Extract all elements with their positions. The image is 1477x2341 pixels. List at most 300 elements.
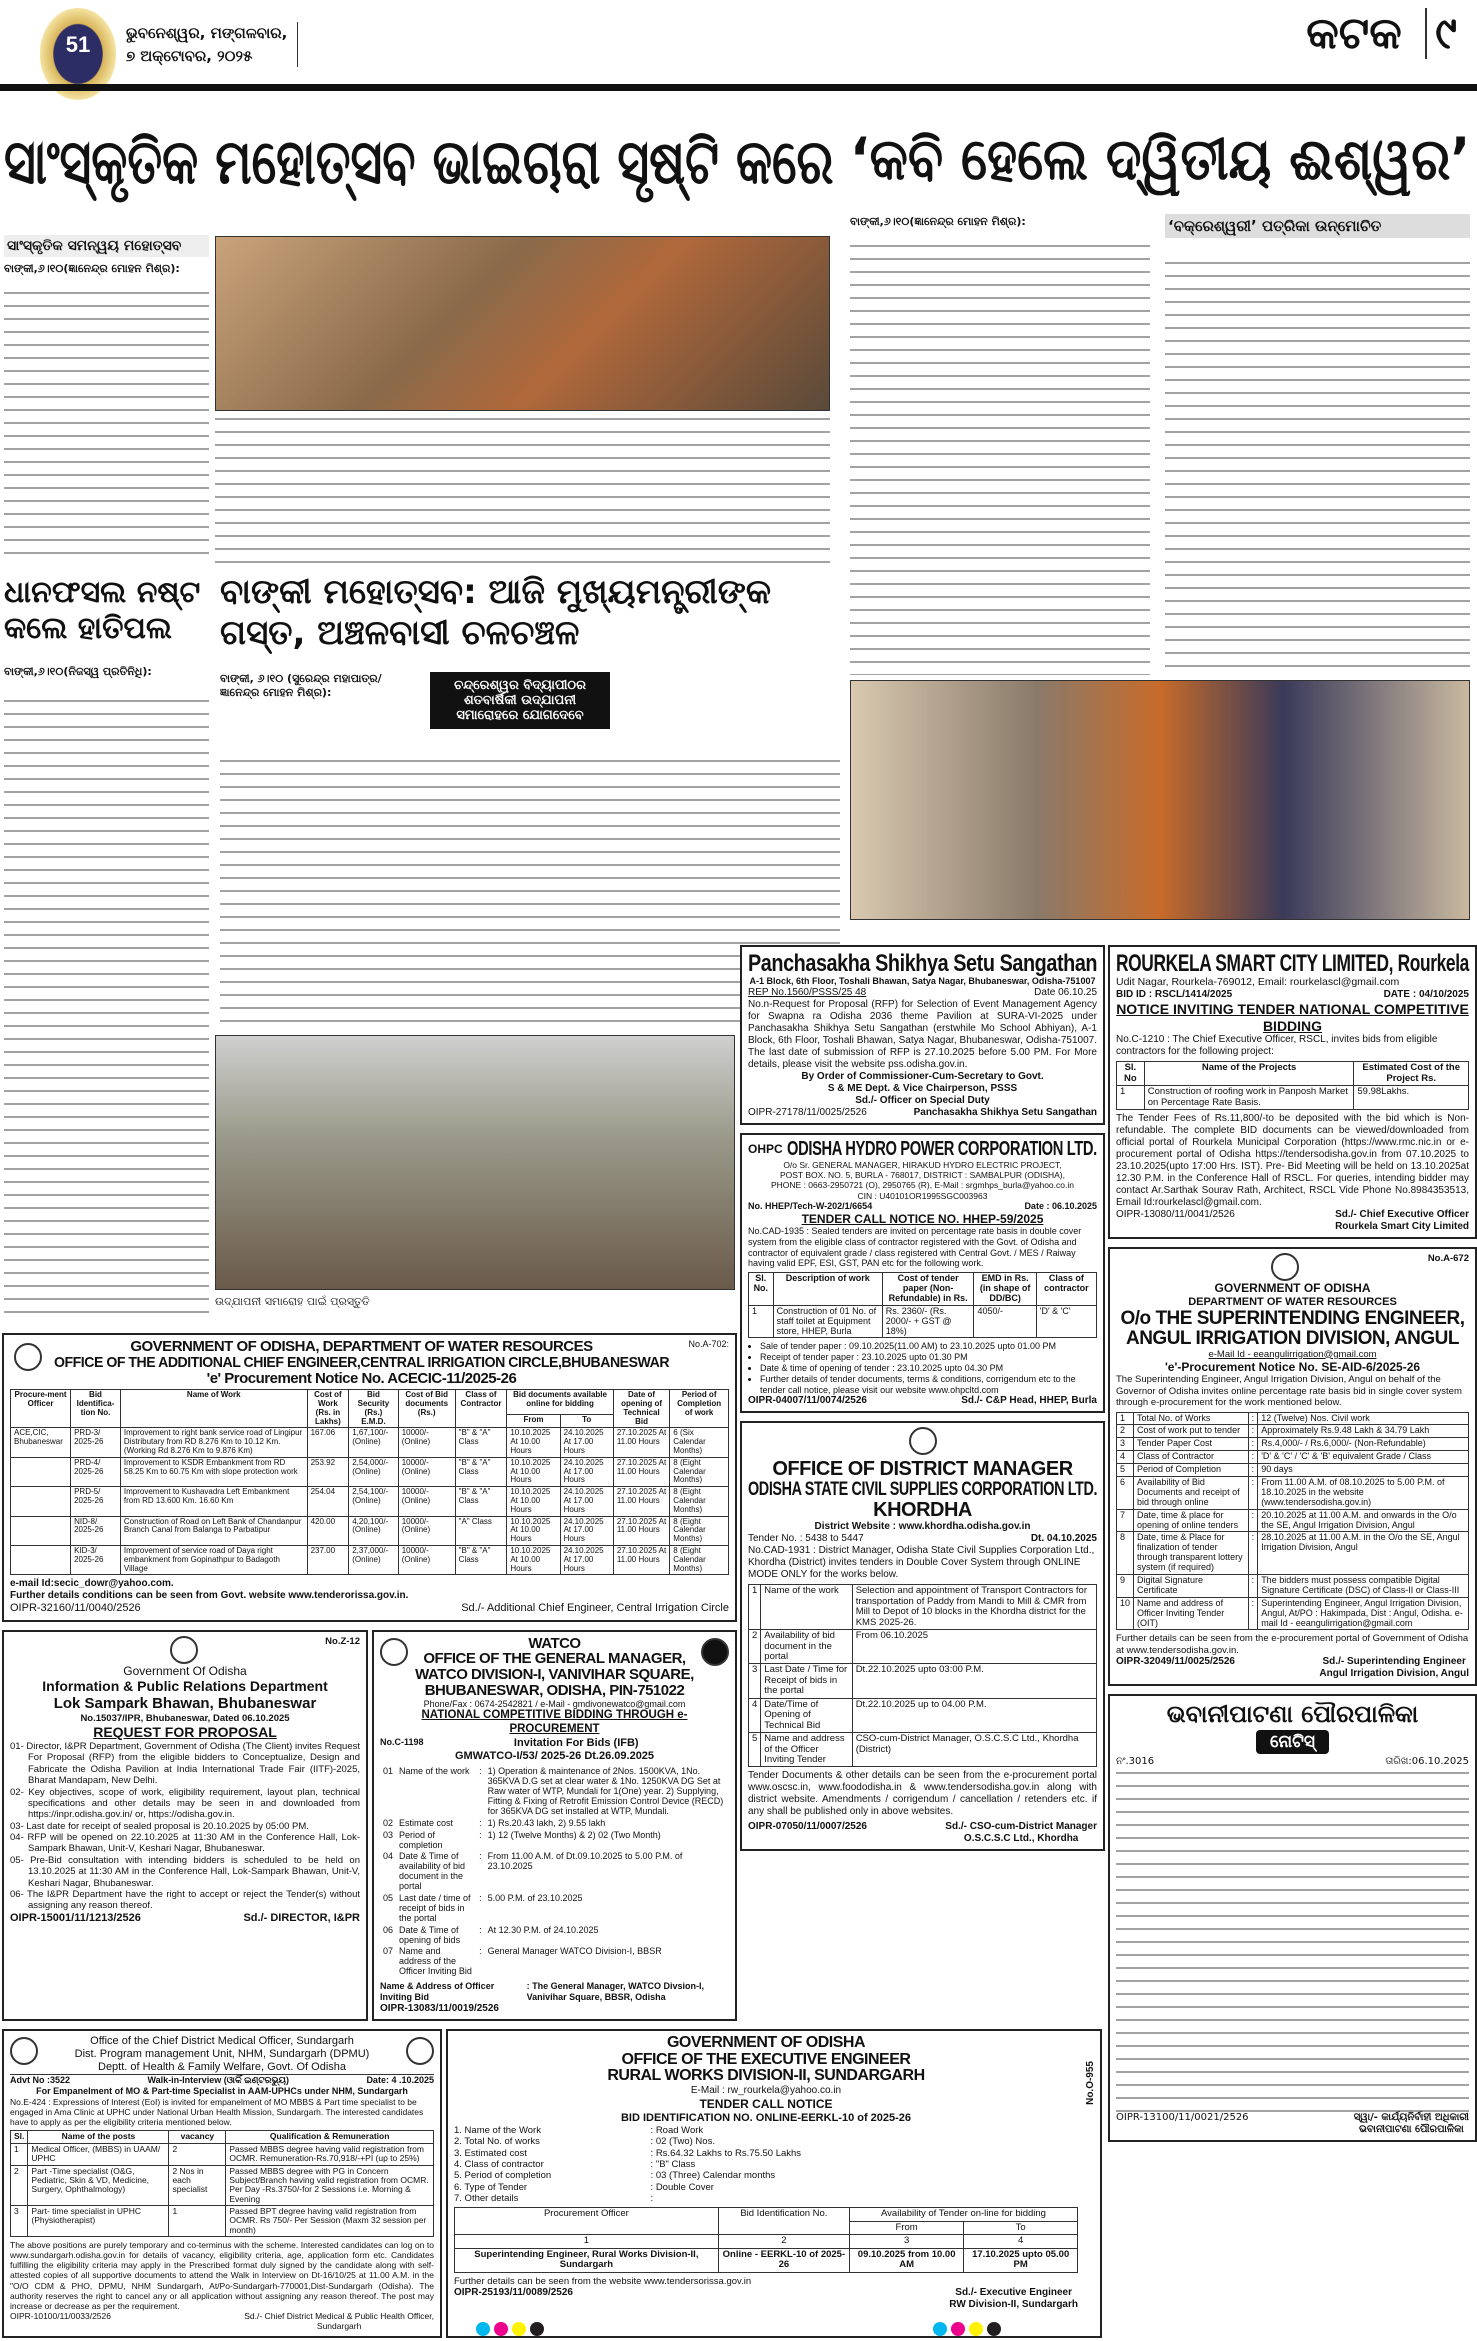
- table-row: [380, 1925, 729, 1947]
- table-cell: :: [1248, 1532, 1258, 1575]
- column-header: Qualification & Remuneration: [226, 2131, 434, 2143]
- table-cell: From 11.00 A.M. of 08.10.2025 to 5.00 P.M. of 18.10.2025 in the website (www.tendersodisha.gov.in): [1258, 1476, 1469, 1509]
- table-cell: [11, 1487, 71, 1516]
- table-cell: 24.10.2025 At 17.00 Hours: [560, 1546, 613, 1575]
- item-label: 6. Type of Tender: [454, 2181, 528, 2193]
- table-cell: From 11.00 A.M. of Dt.09.10.2025 to 5.00 P.M. of 23.10.2025: [487, 1851, 683, 1872]
- list-item: [454, 2182, 891, 2193]
- list-item: 01- Director, I&PR Department, Government of Odisha (The Client) invites Request For Proposal (RFP) from the eligible bidders to Conceptualize, Design and Fabricate the Odisha Pavilion at India International Trade Fair (IITF)-2025, Bharat Mandapam, New Delhi.: [10, 1740, 360, 1787]
- table-cell: 28.10.2025 at 11.00 A.M. in the O/o the SE, Angul Irrigation Division, Angul: [1258, 1532, 1469, 1575]
- table-cell: PRD-5/ 2025-26: [71, 1487, 121, 1516]
- masthead-rule: [0, 84, 1477, 91]
- table-row: [749, 1585, 1097, 1630]
- table-row: [11, 1487, 729, 1516]
- table-cell: Part- time specialist in UPHC (Physiotherapist): [28, 2205, 169, 2236]
- table-cell: Passed MBBS degree with PG in Concern Subject/Branch having valid registration from OCMR. Per Day -Rs.3750/-for 2 Sessions i.e. Morning & Evening: [226, 2165, 434, 2205]
- table-cell: 8 (Eight Calendar Months): [670, 1457, 729, 1486]
- column-header: Sl. No: [1117, 1062, 1145, 1086]
- table-cell: 90 days: [1258, 1464, 1469, 1477]
- table-cell: Cost of work put to tender: [1134, 1425, 1249, 1438]
- list-item: [454, 2159, 891, 2170]
- table-row: [1117, 1464, 1469, 1477]
- rwd-table: Procurement Officer Bid Identification No. Availability of Tender on-line for bidding From To 1 2 3 4 Superintending Engineer, Rural Works Division-II, Sundargarh Online - EERKL-10 of 2025-26 09.10.2025 from 10.00 AM 17.10.2025 upto 05.00 PM: [454, 2207, 1078, 2272]
- table-cell: 5: [1117, 1464, 1134, 1477]
- table-cell: 2 Nos in each specialist: [169, 2165, 226, 2205]
- ad-ohpc: OHPC ODISHA HYDRO POWER CORPORATION LTD. O/o Sr. GENERAL MANAGER, HIRAKUD HYDRO ELECTRIC PROJECT, POST BOX. NO. 5, BURLA - 768017, DISTRICT : SAMBALPUR (ODISHA), PHONE : 0663-2950721 (O), 2950765 (R), E-Mail : srgmhps_burla@yahoo.co.in CIN : U40101OR1995SGC003963 No. HHEP/Tech-W-202/1/6654 Date : 06.10.2025 TENDER CALL NOTICE NO. HHEP-59/2025 No.CAD-1935 : Sealed tenders are invited on percentage rate basis in double cover system from the eligible class of contractor registered with the Govt. of Odisha and contractor of equivalent grade / class registered with Central Govt. / MES / Raiway having valid EPF, ESI, GST, PAN etc for the following work. Sl. No. Description of work Cost of tender paper (Non-Refundable) in Rs. EMD in Rs. (in shape of DD/BC) Class of contractor 1 Construction of 01 No. of staff toilet at Equipment store, HHEP, Burla Rs. 2360/- (Rs. 2000/- + GST @ 18%) 4050/- 'D' & 'C' • Sale of tender paper : 09.10.2025(11.00 AM) to 23.10.2025 upto 01.00 PM • Receipt of tender paper : 23.10.2025 upto 01.30 PM • Date & time of opening of tender : 23.10.2025 upto 04.30 PM • Further details of tender documents, terms & conditions, corrigendum etc to the tender call notice, please visit our website www.ohpcltd.com OIPR-04007/11/0074/2526 Sd./- C&P Head, HHEP, Burla: [740, 1133, 1105, 1413]
- table-header-row: [1117, 1062, 1469, 1086]
- table-cell: Name and address of the Officer Inviting Bid: [399, 1946, 472, 1977]
- table-cell: From 06.10.2025: [852, 1630, 1096, 1664]
- table-cell: 1: [1117, 1412, 1134, 1425]
- table-cell: Tender Paper Cost: [1134, 1438, 1249, 1451]
- headline-main: ସାଂସ୍କୃତିକ ମହୋତ୍ସବ ଭାଇଚାରା ସୃଷ୍ଟି କରେ: [4, 125, 834, 198]
- ad-pssss: Panchasakha Shikhya Setu Sangathan A-1 Block, 6th Floor, Toshali Bhawan, Satya Nagar, Bhubaneswar, Odisha-751007 REP No.1560/PSSS/25 48 Date 06.10.25 No.n-Request for Proposal (RFP) for Selection of Event Management Agency for Swapna ra Odisha 2036 theme Pavilion at SURA-VI-2025 under Panchasakha Shikhya Setu Sangathan (erstwhile Mo School Abhiyan), A-1 Block, 6th Floor, Toshali Bhawan, Satya Nagar, Bhubaneswar, Odisha-751007. The last date of submission of RFP is 27.10.2025 before 5.00 PM. For More details, please visit the website pss.odisha.gov.in. By Order of Commissioner-Cum-Secretary to Govt. S & ME Dept. & Vice Chairperson, PSSS Sd./- Officer on Special Duty OIPR-27178/11/0025/2526 Panchasakha Shikhya Setu Sangathan: [740, 945, 1105, 1125]
- table-cell: General Manager WATCO Division-I, BBSR: [487, 1946, 662, 1957]
- table-cell: 8 (Eight Calendar Months): [670, 1516, 729, 1545]
- table-cell: The bidders must possess compatible Digital Signature Certificate (DSC) of Class-II or Class-III: [1258, 1575, 1469, 1598]
- table-cell: 3: [1117, 1438, 1134, 1451]
- bottom-ads-row: [2, 2029, 1102, 2338]
- table-cell: CSO-cum-District Manager, O.S.C.S.C Ltd., Khordha (District): [852, 1733, 1096, 1767]
- story1-kicker: ସାଂସ୍କୃତିକ ସମନ୍ୱୟ ମହୋତ୍ସବ: [4, 235, 209, 257]
- table-cell: 2: [11, 2165, 28, 2205]
- table-cell: :: [1248, 1438, 1258, 1451]
- table-cell: Medical Officer, (MBBS) in UAAM/ UPHC: [28, 2143, 169, 2165]
- table-row: [11, 1516, 729, 1545]
- table-row: [380, 1766, 729, 1817]
- table-cell: :: [1248, 1451, 1258, 1464]
- table-cell: 'D' & 'C': [1036, 1305, 1096, 1338]
- table-cell: 10.10.2025 At 10.00 Hours: [507, 1428, 560, 1457]
- table-cell: Improvement to right bank service road of Lingipur Distributary from RD 8.276 Km to 10.12 Km. (Working Rd 8.276 Km to 9.876 Km): [120, 1428, 307, 1457]
- registration-marks: [0, 2322, 1477, 2341]
- list-item: • Date & time of opening of tender : 23.10.2025 upto 04.30 PM: [760, 1363, 1097, 1374]
- item-value: : Road Work: [650, 2124, 704, 2136]
- item-label: 3. Estimated cost: [454, 2147, 527, 2159]
- color-dots: [474, 2323, 546, 2340]
- table-cell: Date/Time of Opening of Technical Bid: [761, 1698, 852, 1732]
- table-cell: "B" & "A" Class: [455, 1457, 507, 1486]
- table-cell: 59.98Lakhs.: [1354, 1086, 1469, 1110]
- nhm-logo-icon: [10, 2037, 38, 2065]
- table-cell: Availability of bid document in the portal: [761, 1630, 852, 1664]
- emblem-icon: [380, 1638, 408, 1666]
- story2-byline: ବାଙ୍କୀ,୬।୧୦(ଜ୍ଞାନେନ୍ଦ୍ର ମୋହନ ମିଶ୍ର):: [850, 215, 1026, 228]
- table-cell: 10000/- (Online): [398, 1428, 455, 1457]
- column-header: Description of work: [773, 1273, 882, 1306]
- table-cell: 27.10.2025 At 11.00 Hours: [613, 1457, 669, 1486]
- table-cell: :: [1248, 1476, 1258, 1509]
- table-row: [1117, 1451, 1469, 1464]
- ad-cic: No.A-702: GOVERNMENT OF ODISHA, DEPARTMENT OF WATER RESOURCES OFFICE OF THE ADDITIONAL CHIEF ENGINEER,CENTRAL IRRIGATION CIRCLE,BHUBANESWAR 'e' Procurement Notice No. ACECIC-11/2025-26 Procure-ment Officer Bid Identifica-tion No. Name of Work Cost of Work (Rs. in Lakhs) Bid Security (Rs.) E.M.D. Cost of Bid documents (Rs.) Class of Contractor Bid documents available online for bidding Date of opening of Technical Bid Period of Completion of work From To ACE,CIC, Bhubaneswar PRD-3/ 2025-26 Improvement to right bank service road of Lingipur Distributary from RD 8.276 Km to 10.12 Km. (Working Rd 8.276 Km to 9.876 Km) 167.06 1,67,100/- (Online) 10000/- (Online) "B" & "A" Class 10.10.2025 At 10.00 Hours 24.10.2025 At 17.00 Hours 27.10.2025 At 11.00 Hours 6 (Six Calendar Months) PRD-4/ 2025-26 Improvement to KSDR Embankment from RD 58.25 Km to 60.75 Km with slope protection work 253.92 2,54,000/- (Online) 10000/- (Online) "B" & "A" Class 10.10.2025 At 10.00 Hours 24.10.2025 At 17.00 Hours 27.10.2025 At 11.00 Hours 8 (Eight Calendar Months) PRD-5/ 2025-26 Improvement to Kushavadra Left Embankment from RD 13.600 Km. 16.60 Km 254.04 2,54,100/- (Online) 10000/- (Online) "B" & "A" Class 10.10.2025 At 10.00 Hours 24.10.2025 At 17.00 Hours 27.10.2025 At 11.00 Hours 8 (Eight Calendar Months) NID-8/ 2025-26 Construction of Road on Left Bank of Chandanpur Branch Canal from Balanga to Parbatipur 420.00 4,20,100/- (Online) 10000/- (Online) "A" Class 10.10.2025 At 10.00 Hours 24.10.2025 At 17.00 Hours 27.10.2025 At 11.00 Hours 8 (Eight Calendar Months) KID-3/ 2025-26 Improvement of service road of Daya right embankment from Gopinathpur to Badagoth Village 237.00 2,37,000/- (Online) 10000/- (Online) "B" & "A" Class 10.10.2025 At 10.00 Hours 24.10.2025 At 17.00 Hours 27.10.2025 At 11.00 Hours 8 (Eight Calendar Months) e-mail Id:secic_dowr@yahoo.com. Further details conditions can be seen from Govt. website www.tenderorissa.gov.in. OIPR-32160/11/0040/2526 Sd./- Additional Chief Engineer, Central Irrigation Circle: [2, 1333, 737, 1622]
- table-cell: 27.10.2025 At 11.00 Hours: [613, 1428, 669, 1457]
- section-title: କଟକ ୯: [1306, 8, 1457, 59]
- table-row: [11, 1428, 729, 1457]
- item-label: 2. Total No. of works: [454, 2136, 540, 2148]
- story3-body: [4, 700, 209, 1315]
- item-value: : 02 (Two) Nos.: [650, 2136, 715, 2148]
- table-header-row: [11, 2131, 434, 2143]
- table-cell: 1: [11, 2143, 28, 2165]
- color-dot-icon: [933, 2322, 947, 2336]
- watco-logo-icon: [701, 1638, 729, 1666]
- item-label: 4. Class of contractor: [454, 2158, 544, 2170]
- table-cell: 10.10.2025 At 10.00 Hours: [507, 1546, 560, 1575]
- ad-ipr: No.Z-12 Government Of Odisha Information & Public Relations Department Lok Sampark Bhawan, Bhubaneswar No.15037/IPR, Bhubaneswar, Dated 06.10.2025 REQUEST FOR PROPOSAL 01- Director, I&PR Department, Government of Odisha (The Client) invites Request For Proposal (RFP) from the eligible bidders to Conceptualize, Design and Fabricate the Odisha Pavilion at India International Trade Fair (IITF)-2025, Bharat Mandapam, New Delhi. 02- Key objectives, scope of work, eligibility requirement, layout plan, technical specifications and other details may be seen in and downloaded from https://inpr.odisha.gov.in/ or, https://odisha.gov.in. 03- Last date for receipt of sealed proposal is 20.10.2025 by 05:00 PM. 04- RFP will be opened on 22.10.2025 at 11:30 AM in the Conference Hall, Lok-Sampark Bhawan, Unit-V, Keshari Nagar, Bhubaneswar. 05- Pre-Bid consultation with intending bidders is scheduled to be held on 13.10.2025 at 11:30 AM in the Conference Hall, Lok-Sampark Bhawan, Unit-V, Keshari Nagar, Bhubaneswar. 06- The I&PR Department have the right to accept or reject the Tender(s) without assigning any reason thereof. OIPR-15001/11/1213/2526 Sd./- DIRECTOR, I&PR: [2, 1630, 368, 2021]
- table-cell: Date & Time of availability of bid document in the portal: [399, 1851, 466, 1892]
- column-header: Class of contractor: [1036, 1273, 1096, 1306]
- table-cell: At 12.30 P.M. of 24.10.2025: [487, 1924, 599, 1935]
- table-cell: 167.06: [307, 1428, 349, 1457]
- middle-ads-column: [740, 945, 1105, 1851]
- color-dot-icon: [530, 2322, 544, 2336]
- story1-byline: ବାଙ୍କୀ,୬।୧୦(ଜ୍ଞାନେନ୍ଦ୍ର ମୋହନ ମିଶ୍ର):: [4, 262, 180, 275]
- table-row: [380, 1851, 729, 1893]
- table-cell: Name and address of the Officer Inviting Tender: [761, 1733, 852, 1767]
- table-cell: Construction of 01 No. of staff toilet at Equipment store, HHEP, Burla: [773, 1305, 882, 1338]
- table-cell: 6: [1117, 1476, 1134, 1509]
- table-cell: Superintending Engineer, Angul Irrigation Division, Angul, At/PO : Hakimpada, Dist : Angul, Odisha. e-mail Id - eeangulirrigation@gmail.com: [1258, 1597, 1469, 1630]
- column-header: EMD in Rs. (in shape of DD/BC): [974, 1273, 1036, 1306]
- ad-bhawanipatna: ଭବାନୀପାଟଣା ପୌରପାଳିକା ନୋଟିସ୍ ନଂ.3016 ତାରିଖ:06.10.2025 OIPR-13100/11/0021/2526 ସ୍ୱା/- କାର୍ଯ୍ୟନିର୍ବାହୀ ଅଧିକାରୀ ଭବାନୀପାଟଣା ପୌରପାଳିକା: [1108, 1694, 1477, 2142]
- color-dot-icon: [987, 2322, 1001, 2336]
- table-cell: Part -Time specialist (O&G, Pediatric, Skin & VD, Medicine, Surgery, Ophthalmology): [28, 2165, 169, 2205]
- table-cell: Class of Contractor: [1134, 1451, 1249, 1464]
- table-cell: Dt.22.10.2025 upto 03:00 P.M.: [852, 1664, 1096, 1698]
- ipr-watco-row: [2, 1630, 737, 2021]
- table-cell: 1,67,100/- (Online): [349, 1428, 398, 1457]
- table-cell: Improvement of service road of Daya right embankment from Gopinathpur to Badagoth Village: [120, 1546, 307, 1575]
- table-cell: Passed MBBS degree having valid registration from OCMR. Remuneration-Rs.70,918/-+PI (up to 25%): [226, 2143, 434, 2165]
- table-cell: "A" Class: [455, 1516, 507, 1545]
- table-cell: Rs.4,000/- / Rs.6,000/- (Non-Refundable): [1258, 1438, 1469, 1451]
- list-item: • Sale of tender paper : 09.10.2025(11.00 AM) to 23.10.2025 upto 01.00 PM: [760, 1341, 1097, 1352]
- logo: 51: [40, 8, 116, 100]
- table-cell: :: [1248, 1425, 1258, 1438]
- emblem-icon: [170, 1636, 198, 1664]
- table-cell: 10.10.2025 At 10.00 Hours: [507, 1516, 560, 1545]
- table-row: [1117, 1425, 1469, 1438]
- table-cell: 7: [1117, 1509, 1134, 1532]
- table-cell: 01: [383, 1766, 394, 1777]
- table-cell: :: [1248, 1464, 1258, 1477]
- table-row: [1117, 1412, 1469, 1425]
- ad-cdmo: Office of the Chief District Medical Officer, Sundargarh Dist. Program management Unit, NHM, Sundargarh (DPMU) Deptt. of Health & Family Welfare, Govt. Of Odisha Advt No :3522 Walk-in-Interview (ଓାକିଁ ଇଣ୍ଟରଭ୍ୟୁ) Date: 4 .10.2025 For Empanelment of MO & Part-time Specialist in AAM-UPHCs under NHM, Sundargarh No.E-424 : Expressions of Interest (EoI) is invited for empanelment of MO MBBS & Part time specialist to be engaged in Ama Clinic at UPHC under National Urban Health Mission, Sundargarh. The interested candidates have to apply as per the eligibility criteria mentioned below. Sl. Name of the posts vacancy Qualification & Remuneration 1 Medical Officer, (MBBS) in UAAM/ UPHC 2 Passed MBBS degree having valid registration from OCMR. Remuneration-Rs.70,918/-+PI (up to 25%) 2 Part -Time specialist (O&G, Pediatric, Skin & VD, Medicine, Surgery, Ophthalmology) 2 Nos in each specialist Passed MBBS degree with PG in Concern Subject/Branch having valid registration from OCMR. Per Day -Rs.3750/-for 2 Sessions i.e. Morning & Evening 3 Part- time specialist in UPHC (Physiotherapist) 1 Passed BPT degree having valid registration from OCMR. Rs 750/- Per Session (Maxm 32 session per month) The above positions are purely temporary and co-terminus with the scheme. Interested candidates can log on to www.sundargarh.odisha.gov.in for details of vacancy, eligibility criteria, age, application form etc. Candidates fulfilling the eligibility criteria may apply in the Prescribed format duly signed by the candidate along with self-attested copies of all supportive documents to attend the Walk in Interview on Dt-16/10/25 at 11.00 A.M. in the "O/O CDM & PHO, DPMU, NHM Sundargarh, At/Po-Sundargarh-770001,Dist-Sundargarh (Odisha). The authority reserves the right to cancel any or all application without assigning any reason thereof. The post may increase or decrease as per the requirement. OIPR-10100/11/0033/2526 Sd./- Chief District Medical & Public Health Officer, Sundargarh: [2, 2029, 442, 2338]
- festival-photo: [215, 236, 830, 411]
- ad-rscl: ROURKELA SMART CITY LIMITED, Rourkela Udit Nagar, Rourkela-769012, Email: rourkelascl@gmail.com BID ID : RSCL/1414/2025 DATE : 04/10/2025 NOTICE INVITING TENDER NATIONAL COMPETITIVE BIDDING No.C-1210 : The Chief Executive Officer, RSCL, invites bids from eligible contractors for the following project: Sl. No Name of the Projects Estimated Cost of the Project Rs. 1 Construction of roofing work in Panposh Market on Percentage Rate Basis. 59.98Lakhs. The Tender Fees of Rs.11,800/-to be deposited with the bid which is Non-refundable. The complete BID documents can be viewed/downloaded from official portal of Rourkela Municipal Corporation (https://www.rmc.nic.in or e-procurement portal of Odisha https://tendersodisha.gov.in from 07.10.2025 to 23.10.2025(upto 17:00 Hrs. IST). Pre- Bid Meeting will be held on 13.10.2025at 12.30 P.M. in the Conference Hall of RSCL. For queries, intending bidder may contact Ar.Sarthak Sourav Rath, Architect, RSCL Vide Phone No.8984353513, Email Id:rourkelascl@gmail.com. OIPR-13080/11/0041/2526 Sd./- Chief Executive Officer Rourkela Smart City Limited: [1108, 945, 1477, 1239]
- list-item: [454, 2148, 891, 2159]
- table-cell: 420.00: [307, 1516, 349, 1545]
- table-row: [749, 1630, 1097, 1664]
- list-item: • Further details of tender documents, terms & conditions, corrigendum etc to the tender call notice, please visit our website www.ohpcltd.com: [760, 1374, 1097, 1396]
- table-row: [749, 1305, 1097, 1338]
- story4-boxout: ଚନ୍ଦ୍ରେଶ୍ୱର ବିଦ୍ୟାପୀଠର ଶତବାର୍ଷିକୀ ଉଦ୍‌ଯାପନୀ ସମାରୋହରେ ଯୋଗଦେବେ: [430, 672, 610, 729]
- table-cell: [11, 1457, 71, 1486]
- oscsc-table: [748, 1584, 1097, 1767]
- table-cell: 254.04: [307, 1487, 349, 1516]
- list-item: [454, 2170, 891, 2181]
- table-cell: 1) Operation & maintenance of 2Nos. 1500KVA, 1No. 365KVA D.G set at clear water & 1No. 1250KVA DG Set at Raw water of WTP, Mundali for 1(One) year. 2) Supplying, Fitting & Fixing of Retrofit Emission Control Device (RECD) for 365KVA DG set installed at WTP, Mundali.: [487, 1766, 724, 1816]
- list-item: 06- The I&PR Department have the right to accept or reject the Tender(s) without assigning any reason thereof.: [10, 1889, 360, 1912]
- list-item: 03- Last date for receipt of sealed proposal is 20.10.2025 by 05:00 PM.: [10, 1820, 309, 1832]
- table-cell: Last date / time of receipt of bids in the portal: [399, 1893, 471, 1923]
- list-item: 02- Key objectives, scope of work, eligibility requirement, layout plan, technical specifications and other details may be seen in and downloaded from https://inpr.odisha.gov.in/ or, https://odisha.gov.in.: [10, 1786, 360, 1821]
- table-row: [749, 1664, 1097, 1698]
- photo-caption: ଉଦ୍‌ଯାପନୀ ସମାରୋହ ପାଇଁ ପ୍ରସ୍ତୁତି: [215, 1295, 370, 1308]
- table-row: [11, 2205, 434, 2236]
- angul-table: [1116, 1412, 1469, 1631]
- table-cell: Date, time & place for opening of online tenders: [1134, 1509, 1249, 1532]
- table-cell: Construction of Road on Left Bank of Chandanpur Branch Canal from Balanga to Parbatipur: [120, 1516, 307, 1545]
- table-cell: 1: [749, 1585, 761, 1630]
- column-header: Name of the Projects: [1144, 1062, 1354, 1086]
- item-value: : Rs.64.32 Lakhs to Rs.75.50 Lakhs: [650, 2147, 802, 2159]
- table-cell: 5.00 P.M. of 23.10.2025: [487, 1893, 583, 1904]
- table-cell: 5: [749, 1733, 761, 1767]
- table-cell: 27.10.2025 At 11.00 Hours: [613, 1487, 669, 1516]
- table-cell: "B" & "A" Class: [455, 1428, 507, 1457]
- table-cell: "B" & "A" Class: [455, 1487, 507, 1516]
- color-dot-icon: [951, 2322, 965, 2336]
- table-row: [11, 1546, 729, 1575]
- table-row: [749, 1733, 1097, 1767]
- story2-subhead: ‘ବକ୍ରେଶ୍ୱରୀ’ ପତ୍ରିକା ଉନ୍ମୋଚିତ: [1165, 214, 1470, 238]
- table-cell: 24.10.2025 At 17.00 Hours: [560, 1457, 613, 1486]
- table-cell: Passed BPT degree having valid registration from OCMR. Rs 750/- Per Session (Maxm 32 session per month): [226, 2205, 434, 2236]
- table-cell: 1) 12 (Twelve Months) & 2) 02 (Two Month): [487, 1829, 661, 1840]
- ad-watco: WATCO OFFICE OF THE GENERAL MANAGER, WATCO DIVISION-I, VANIVIHAR SQUARE, BHUBANESWAR, ODISHA, PIN-751022 Phone/Fax : 0674-2542821 / e-Mail - gmdivonewatco@gmail.com NATIONAL COMPETITIVE BIDDING THROUGH e-PROCUREMENT No.C-1198 Invitation For Bids (IFB) GMWATCO-I/53/ 2025-26 Dt.26.09.2025 01 Name of the work : 1) Operation & maintenance of 2Nos. 1500KVA, 1No. 365KVA D.G set at clear water & 1No. 1250KVA DG Set at Raw water of WTP, Mundali for 1(One) year. 2) Supplying, Fitting & Fixing of Retrofit Emission Control Device (RECD) for 365KVA DG set installed at WTP, Mundali. 02 Estimate cost : 1) Rs.20.43 lakh, 2) 9.55 lakh 03 Period of completion : 1) 12 (Twelve Months) & 2) 02 (Two Month) 04 Date & Time of availability of bid document in the portal : From 11.00 A.M. of Dt.09.10.2025 to 5.00 P.M. of 23.10.2025 05 Last date / time of receipt of bids in the portal : 5.00 P.M. of 23.10.2025 06 Date & Time of opening of bids : At 12.30 P.M. of 24.10.2025 07 Name and address of the Officer Inviting Bid : General Manager WATCO Division-I, BBSR Name & Address of Officer Inviting Bid : The General Manager, WATCO Divsion-I, Vanivihar Square, BBSR, Odisha OIPR-13083/11/0019/2526: [372, 1630, 737, 2021]
- masthead: [0, 0, 1477, 95]
- table-cell: 8 (Eight Calendar Months): [670, 1546, 729, 1575]
- table-cell: "B" & "A" Class: [455, 1546, 507, 1575]
- table-cell: Rs. 2360/- (Rs. 2000/- + GST @ 18%): [882, 1305, 974, 1338]
- table-cell: :: [479, 1924, 482, 1935]
- column-header: vacancy: [169, 2131, 226, 2143]
- item-value: : Double Cover: [650, 2181, 714, 2193]
- table-cell: Selection and appointment of Transport Contractors for transportation of Paddy from Mandi to Mill & CMR from Mill to Depot of 10 blocks in the Khordha district for the KMS 2025-26.: [852, 1585, 1096, 1630]
- list-item: [454, 2125, 891, 2136]
- table-cell: Estimate cost: [399, 1817, 454, 1828]
- table-cell: 1: [749, 1305, 774, 1338]
- list-item: [454, 2193, 891, 2204]
- table-cell: Improvement to Kushavadra Left Embankment from RD 13.600 Km. 16.60 Km: [120, 1487, 307, 1516]
- headline-banki: ବାଙ୍କୀ ମହୋତ୍ସବ: ଆଜି ମୁଖ୍ୟମନ୍ତ୍ରୀଙ୍କ ଗସ୍ତ, ଅଞ୍ଚଳବାସୀ ଚଳଚଞ୍ଚଳ: [220, 572, 772, 653]
- table-cell: :: [1248, 1412, 1258, 1425]
- table-cell: 03: [383, 1829, 394, 1840]
- magazine-launch-photo: [850, 680, 1470, 920]
- table-cell: Digital Signature Certificate: [1134, 1575, 1249, 1598]
- table-header-row: [749, 1273, 1097, 1306]
- page-number: ୯: [1435, 8, 1457, 59]
- table-cell: Name of the work: [399, 1766, 470, 1777]
- table-cell: :: [1248, 1597, 1258, 1630]
- table-cell: 10.10.2025 At 10.00 Hours: [507, 1457, 560, 1486]
- table-cell: 06: [383, 1924, 394, 1935]
- table-cell: Date, time & Place for finalization of tender through transparent lottery system (if required): [1134, 1532, 1249, 1575]
- table-cell: 10000/- (Online): [398, 1546, 455, 1575]
- column-header: Sl. No.: [749, 1273, 774, 1306]
- table-row: [11, 2165, 434, 2205]
- color-dot-icon: [969, 2322, 983, 2336]
- table-cell: 1: [1117, 1086, 1145, 1110]
- list-item: [454, 2136, 891, 2147]
- item-label: 7. Other details: [454, 2193, 519, 2205]
- table-cell: ACE,CIC, Bhubaneswar: [11, 1428, 71, 1457]
- story3-byline: ବାଙ୍କୀ,୬।୧୦(ନିଜସ୍ୱ ପ୍ରତିନିଧି):: [4, 665, 152, 678]
- table-row: [380, 1893, 729, 1925]
- table-cell: 9: [1117, 1575, 1134, 1598]
- table-cell: 8 (Eight Calendar Months): [670, 1487, 729, 1516]
- table-cell: 2: [169, 2143, 226, 2165]
- rscl-table: [1116, 1061, 1469, 1110]
- table-cell: 10000/- (Online): [398, 1487, 455, 1516]
- ohpc-table: [748, 1272, 1097, 1338]
- table-cell: 2: [1117, 1425, 1134, 1438]
- dateline: ଭୁବନେଶ୍ୱର, ମଙ୍ଗଳବାର, ୭ ଅକ୍ଟୋବର, ୨୦୨୫: [126, 22, 298, 67]
- table-cell: 05: [383, 1893, 394, 1904]
- table-cell: 24.10.2025 At 17.00 Hours: [560, 1516, 613, 1545]
- emblem-icon: [14, 1343, 42, 1371]
- ad-oscsc: OFFICE OF DISTRICT MANAGER ODISHA STATE CIVIL SUPPLIES CORPORATION LTD. KHORDHA District Website : www.khordha.odisha.gov.in Tender No. : 5438 to 5447 Dt. 04.10.2025 No.CAD-1931 : District Manager, Odisha State Civil Supplies Corporation Ltd., Khordha (District) invites tenders in Double Cover System through ONLINE MODE ONLY for the works below. 1 Name of the work Selection and appointment of Transport Contractors for transportation of Paddy from Mandi to Mill & CMR from Mill to Depot of 10 blocks in the Khordha district for the KMS 2025-26. 2 Availability of bid document in the portal From 06.10.2025 3 Last Date / Time for Receipt of bids in the portal Dt.22.10.2025 upto 03:00 P.M. 4 Date/Time of Opening of Technical Bid Dt.22.10.2025 up to 04.00 P.M. 5 Name and address of the Officer Inviting Tender CSO-cum-District Manager, O.S.C.S.C Ltd., Khordha (District) Tender Documents & other details can be seen from the e-procurement portal www.oscsc.in, www.foododisha.in & www.tendersodisha.gov.in along with district website. Amendments / corrigendum / cancellation / retenders etc. if any shall be published only in above websites. OIPR-07050/11/0007/2526 Sd./- CSO-cum-District Manager O.S.C.S.C Ltd., Khordha: [740, 1421, 1105, 1851]
- table-row: [380, 1830, 729, 1852]
- table-cell: Name and address of Officer Inviting Tender (OIT): [1134, 1597, 1249, 1630]
- headline-poet: ‘କବି ହେଲେ ଦ୍ୱିତୀୟ ଈଶ୍ୱର’: [850, 125, 1471, 193]
- table-cell: KID-3/ 2025-26: [71, 1546, 121, 1575]
- table-row: [1117, 1597, 1469, 1630]
- table-cell: 10.10.2025 At 10.00 Hours: [507, 1487, 560, 1516]
- cdmo-table: [10, 2130, 434, 2236]
- table-cell: 4: [1117, 1451, 1134, 1464]
- table-cell: :: [479, 1766, 482, 1777]
- story1-body: [4, 292, 209, 562]
- table-cell: Date & Time of opening of bids: [399, 1924, 461, 1945]
- table-header-row: From To: [11, 1414, 729, 1428]
- right-ads-column: [1108, 945, 1477, 2142]
- column-header: Name of the posts: [28, 2131, 169, 2143]
- table-cell: 4050/-: [974, 1305, 1036, 1338]
- table-cell: 2,54,100/- (Online): [349, 1487, 398, 1516]
- table-cell: 27.10.2025 At 11.00 Hours: [613, 1546, 669, 1575]
- ad-rwd: No.O-955 GOVERNMENT OF ODISHA OFFICE OF THE EXECUTIVE ENGINEER RURAL WORKS DIVISION-II, SUNDARGARH E-Mail : rw_rourkela@yahoo.co.in TENDER CALL NOTICE BID IDENTIFICATION NO. ONLINE-EERKL-10 of 2025-26 1. Name of the Work : Road Work 2. Total No. of works : 02 (Two) Nos. 3. Estimated cost : Rs.64.32 Lakhs to Rs.75.50 Lakhs 4. Class of contractor : "B" Class 5. Period of completion : 03 (Three) Calendar months 6. Type of Tender : Double Cover 7. Other details : Procurement Officer Bid Identification No. Availability of Tender on-line for bidding From To 1 2 3 4 Superintending Engineer, Rural Works Division-II, Sundargarh Online - EERKL-10 of 2025-26 09.10.2025 from 10.00 AM 17.10.2025 upto 05.00 PM Further details can be seen from the website www.tendersorissa.gov.in OIPR-25193/11/0089/2526 Sd./- Executive Engineer RW Division-II, Sundargarh: [446, 2029, 1102, 2338]
- table-cell: 2: [749, 1630, 761, 1664]
- rwd-list: [454, 2125, 891, 2205]
- table-cell: 2,37,000/- (Online): [349, 1546, 398, 1575]
- story2-body-cont: [1165, 262, 1470, 675]
- watco-table: [380, 1766, 729, 1978]
- table-cell: 2,54,000/- (Online): [349, 1457, 398, 1486]
- color-dots: [931, 2323, 1003, 2340]
- item-label: 5. Period of completion: [454, 2170, 552, 2182]
- table-row: [11, 1457, 729, 1486]
- table-cell: PRD-3/ 2025-26: [71, 1428, 121, 1457]
- table-cell: Period of completion: [399, 1829, 443, 1850]
- table-cell: Name of the work: [761, 1585, 852, 1630]
- table-cell: 10000/- (Online): [398, 1457, 455, 1486]
- table-row: [1117, 1438, 1469, 1451]
- list-item: 05- Pre-Bid consultation with intending bidders is scheduled to be held on 13.10.2025 at 11:30 AM in the Conference Hall, Lok-Sampark Bhawan, Unit-V, Keshari Nagar, Bhubaneswar.: [10, 1854, 360, 1889]
- table-cell: 12 (Twelve) Nos. Civil work: [1258, 1412, 1469, 1425]
- table-cell: Total No. of Works: [1134, 1412, 1249, 1425]
- table-cell: 10000/- (Online): [398, 1516, 455, 1545]
- table-cell: 237.00: [307, 1546, 349, 1575]
- item-value: :: [650, 2193, 654, 2205]
- table-cell: 4,20,100/- (Online): [349, 1516, 398, 1545]
- table-cell: Dt.22.10.2025 up to 04.00 P.M.: [852, 1698, 1096, 1732]
- table-cell: Improvement to KSDR Embankment from RD 58.25 Km to 60.75 Km with slope protection work: [120, 1457, 307, 1486]
- table-cell: Last Date / Time for Receipt of bids in the portal: [761, 1664, 852, 1698]
- table-cell: 04: [383, 1851, 394, 1862]
- ipr-items: [10, 1741, 360, 1912]
- table-header-row: Procure-ment Officer Bid Identifica-tion No. Name of Work Cost of Work (Rs. in Lakhs) Bid Security (Rs.) E.M.D. Cost of Bid documents (Rs.) Class of Contractor Bid documents available online for bidding Date of opening of Technical Bid Period of Completion of work: [11, 1390, 729, 1414]
- table-row: [11, 2143, 434, 2165]
- oscsc-logo-icon: [909, 1427, 937, 1455]
- list-item: 04- RFP will be opened on 22.10.2025 at 11:30 AM in the Conference Hall, Lok-Sampark Bhawan, Unit-V, Keshari Nagar, Bhubaneswar.: [10, 1832, 360, 1855]
- table-cell: 24.10.2025 At 17.00 Hours: [560, 1428, 613, 1457]
- table-cell: PRD-4/ 2025-26: [71, 1457, 121, 1486]
- table-cell: 1: [169, 2205, 226, 2236]
- table-cell: Availability of Bid Documents and receipt of bid through online: [1134, 1476, 1249, 1509]
- column-header: Estimated Cost of the Project Rs.: [1354, 1062, 1469, 1086]
- table-cell: 'D' & 'C' / 'C' & 'B' equivalent Grade / Class: [1258, 1451, 1469, 1464]
- table-cell: 3: [11, 2205, 28, 2236]
- emblem-icon: [1271, 1253, 1299, 1281]
- table-row: [749, 1698, 1097, 1732]
- color-dot-icon: [476, 2322, 490, 2336]
- table-cell: 10: [1117, 1597, 1134, 1630]
- availability-header: Bid documents available online for bidding: [507, 1390, 614, 1414]
- table-cell: 8: [1117, 1532, 1134, 1575]
- preparation-photo: [215, 1035, 735, 1290]
- table-cell: :: [1248, 1575, 1258, 1598]
- item-label: 1. Name of the Work: [454, 2124, 541, 2136]
- story1-body-cont: [215, 418, 830, 563]
- table-cell: 07: [383, 1946, 394, 1957]
- notice-body: [1116, 1772, 1469, 2112]
- column-header: Cost of tender paper (Non-Refundable) in Rs.: [882, 1273, 974, 1306]
- item-value: : "B" Class: [650, 2158, 696, 2170]
- table-cell: [11, 1546, 71, 1575]
- table-row: [380, 1946, 729, 1978]
- table-cell: :: [479, 1817, 482, 1828]
- color-dot-icon: [512, 2322, 526, 2336]
- table-cell: 02: [383, 1817, 394, 1828]
- list-item: • Receipt of tender paper : 23.10.2025 upto 01.30 PM: [760, 1352, 1097, 1363]
- table-cell: [11, 1516, 71, 1545]
- headline-elephant: ଧାନଫସଲ ନଷ୍ଟ କଲେ ହାତିପଲ: [4, 575, 201, 646]
- item-value: : 03 (Three) Calendar months: [650, 2170, 776, 2182]
- table-cell: Period of Completion: [1134, 1464, 1249, 1477]
- emblem-icon: [406, 2037, 434, 2065]
- cic-table: [10, 1389, 729, 1575]
- table-cell: :: [479, 1851, 482, 1862]
- color-dot-icon: [494, 2322, 508, 2336]
- column-header: Sl.: [11, 2131, 28, 2143]
- table-cell: Construction of roofing work in Panposh Market on Percentage Rate Basis.: [1144, 1086, 1354, 1110]
- table-cell: 3: [749, 1664, 761, 1698]
- table-cell: 6 (Six Calendar Months): [670, 1428, 729, 1457]
- ohpc-logo: OHPC: [748, 1142, 783, 1157]
- table-row: [1117, 1476, 1469, 1509]
- table-cell: 24.10.2025 At 17.00 Hours: [560, 1487, 613, 1516]
- table-cell: 27.10.2025 At 11.00 Hours: [613, 1516, 669, 1545]
- table-cell: 1) Rs.20.43 lakh, 2) 9.55 lakh: [487, 1817, 606, 1828]
- left-ads-column: [2, 1333, 737, 2021]
- story4-byline: ବାଙ୍କୀ, ୬।୧୦ (ସୁରେନ୍ଦ୍ର ମହାପାତ୍ର/ ଜ୍ଞାନେନ୍ଦ୍ର ମୋହନ ମିଶ୍ର):: [220, 672, 382, 699]
- story2-body: [850, 245, 1150, 675]
- table-cell: NID-8/ 2025-26: [71, 1516, 121, 1545]
- table-cell: :: [479, 1893, 482, 1904]
- table-row: [380, 1818, 729, 1830]
